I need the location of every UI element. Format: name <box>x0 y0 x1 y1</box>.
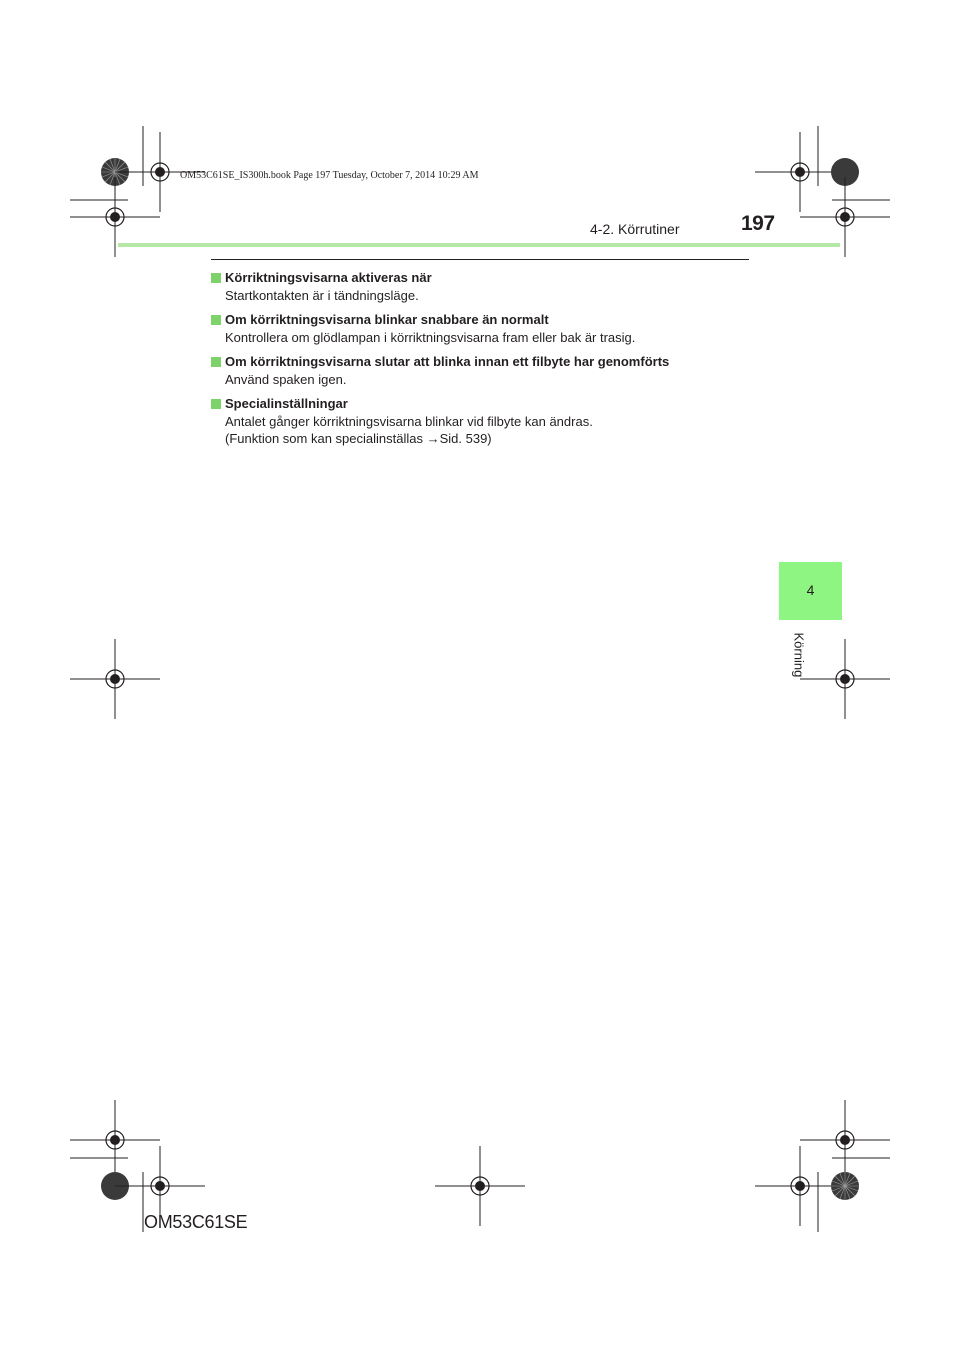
square-bullet-icon <box>211 399 221 409</box>
item-heading: Specialinställningar <box>211 395 771 413</box>
chapter-tab <box>779 562 842 620</box>
square-bullet-icon <box>211 315 221 325</box>
item-heading: Körriktningsvisarna aktiveras när <box>211 269 771 287</box>
item-text: Kontrollera om glödlampan i körriktningsvisarna fram eller bak är trasig. <box>225 330 636 345</box>
item-heading: Om körriktningsvisarna blinkar snabbare än normalt <box>211 311 771 329</box>
square-bullet-icon <box>211 273 221 283</box>
arrow-right-icon: → <box>426 431 440 446</box>
list-item <box>211 395 771 447</box>
page-number: 197 <box>741 212 775 235</box>
manual-code: OM53C61SE <box>144 1212 248 1232</box>
item-text: Antalet gånger körriktningsvisarna blinkar vid filbyte kan ändras. (Funktion som kan specialinställas →Sid. 539) <box>211 413 771 447</box>
chapter-number: 4 <box>806 582 815 598</box>
list-item <box>211 311 771 346</box>
header-divider <box>118 243 840 247</box>
content-body <box>211 269 771 454</box>
content-top-rule <box>211 259 749 260</box>
item-text: Använd spaken igen. <box>225 372 347 387</box>
list-item <box>211 353 771 388</box>
chapter-label: Körning <box>791 632 807 678</box>
print-slug: OM53C61SE_IS300h.book Page 197 Tuesday, October 7, 2014 10:29 AM <box>180 170 479 181</box>
list-item <box>211 269 771 304</box>
section-title: 4-2. Körrutiner <box>590 221 680 237</box>
item-text: Startkontakten är i tändningsläge. <box>225 288 419 303</box>
item-heading: Om körriktningsvisarna slutar att blinka innan ett filbyte har genomförts <box>211 353 771 371</box>
square-bullet-icon <box>211 357 221 367</box>
page-reference[interactable]: (Funktion som kan specialinställas →Sid. 539) <box>225 431 492 446</box>
